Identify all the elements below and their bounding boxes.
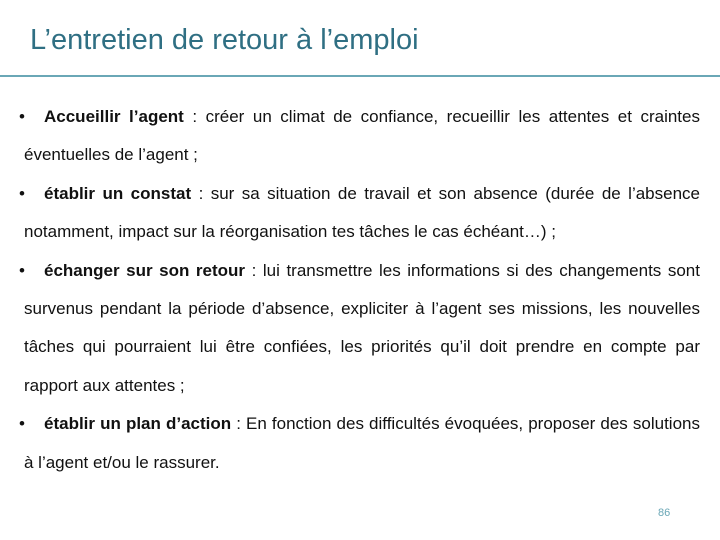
bullet-lead: établir un constat bbox=[44, 183, 192, 203]
bullet-lead: échanger sur son retour bbox=[44, 260, 246, 280]
bullet-dot-icon: • bbox=[19, 183, 25, 203]
bullet-dot-icon: • bbox=[19, 260, 25, 280]
bullet-text: : lui transmettre les informations si des changements sont survenus pendant la période d’absence, expliciter à l’agent ses missions, les nouvelles tâches qui pourraient lui être confiées, les priorités qu’il doit prendre en compte par rapport aux attentes ; bbox=[24, 260, 700, 395]
bullet-list bbox=[19, 98, 700, 482]
bullet-item bbox=[19, 175, 700, 252]
bullet-dot-icon: • bbox=[19, 107, 25, 126]
bullet-lead: Accueillir l’agent bbox=[44, 107, 184, 126]
bullet-lead: établir un plan d’action bbox=[44, 414, 232, 434]
title-divider bbox=[0, 75, 720, 77]
bullet-text: : En fonction des difficultés évoquées, proposer des solutions à l’agent et/ou le rassurer. bbox=[24, 414, 700, 472]
bullet-dot-icon: • bbox=[19, 414, 25, 434]
bullet-text: : créer un climat de confiance, recueillir les attentes et craintes éventuelles de l’agent ; bbox=[24, 107, 700, 165]
bullet-item bbox=[19, 405, 700, 482]
bullet-item bbox=[19, 252, 700, 406]
bullet-text: : sur sa situation de travail et son absence (durée de l’absence notamment, impact sur la réorganisation tes tâches le cas échéant…) ; bbox=[24, 183, 700, 242]
bullet-item bbox=[19, 98, 700, 175]
slide-title: L’entretien de retour à l’emploi bbox=[30, 24, 419, 56]
page-number: 86 bbox=[658, 507, 671, 519]
